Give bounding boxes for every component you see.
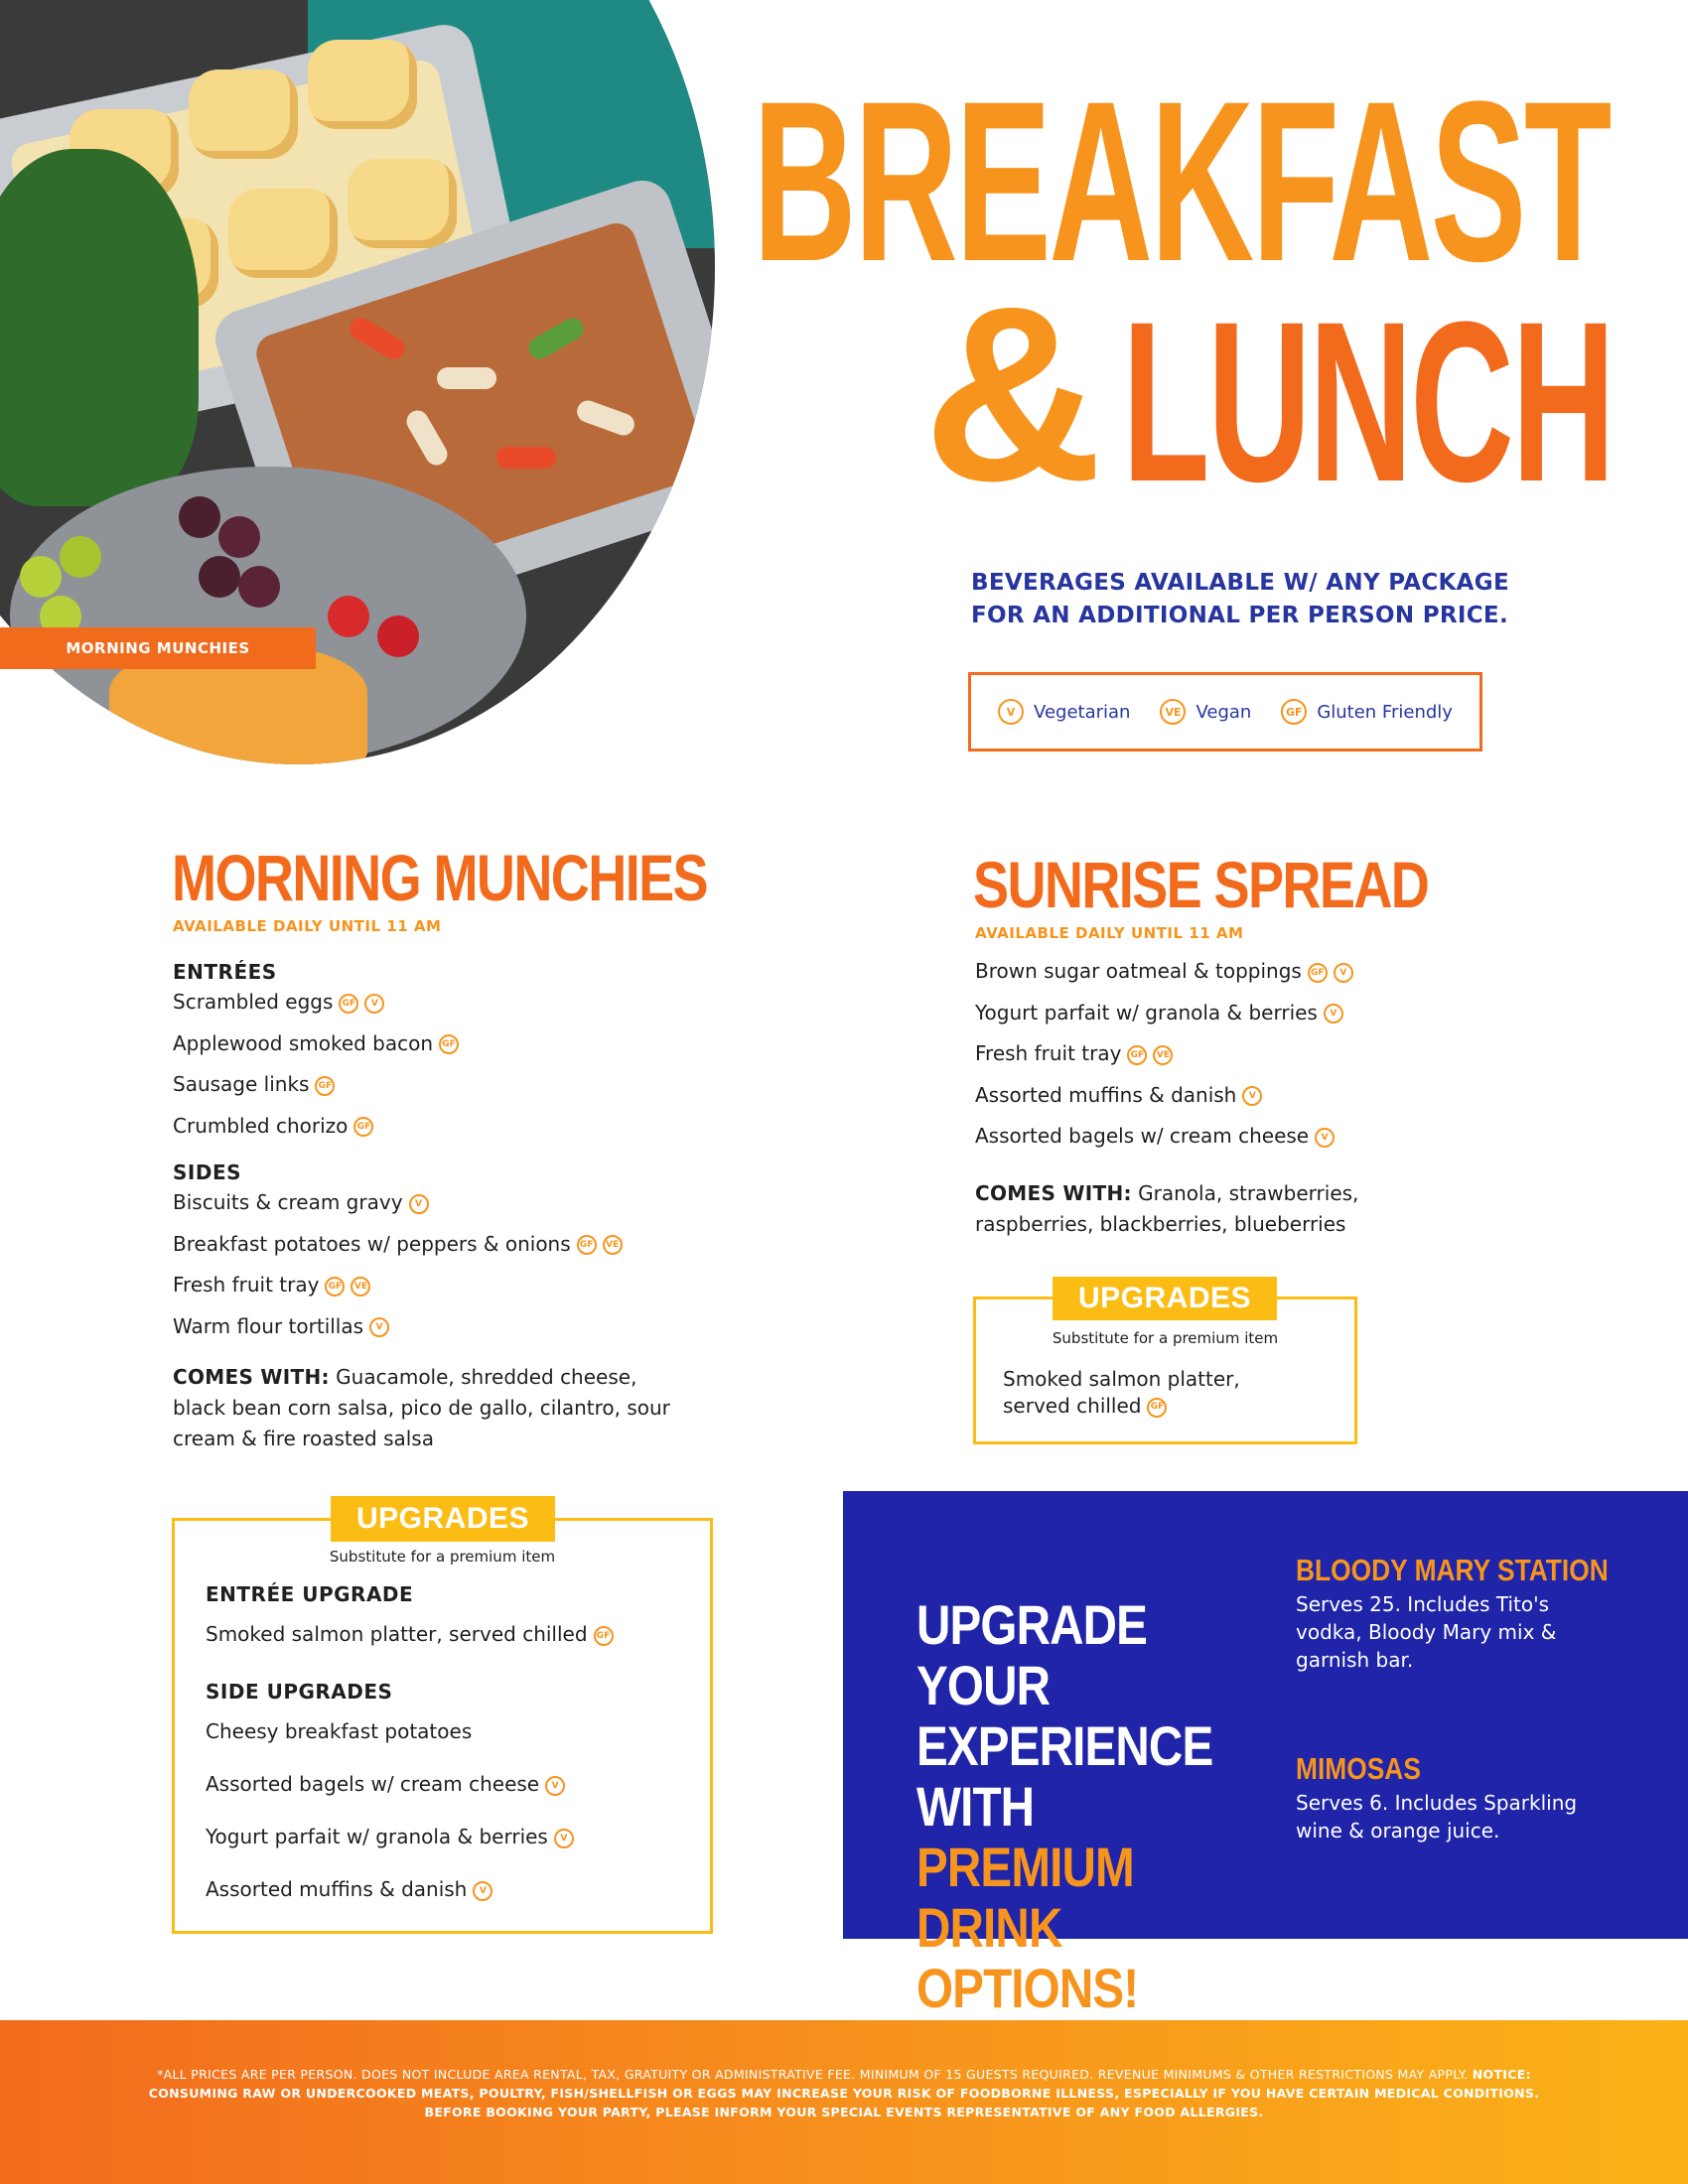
- sides-label: SIDES: [173, 1160, 242, 1184]
- sunrise-upgrade-item: Smoked salmon platter, served chilled GF: [1003, 1367, 1240, 1418]
- gluten-friendly-badge: GF: [1147, 1398, 1167, 1418]
- side-upgrades-label: SIDE UPGRADES: [206, 1680, 393, 1704]
- menu-item: [206, 1877, 574, 1930]
- vegan-badge: VE: [603, 1235, 623, 1255]
- menu-item: [975, 1124, 1353, 1165]
- vegetarian-badge: V: [998, 699, 1024, 725]
- sunrise-upgrades-sub: Substitute for a premium item: [1052, 1329, 1279, 1347]
- vegetarian-badge: V: [1334, 963, 1353, 983]
- gluten-friendly-badge: GF: [1127, 1045, 1147, 1065]
- menu-item-name: Breakfast potatoes w/ peppers & onions: [173, 1231, 571, 1256]
- menu-item: [173, 1114, 459, 1156]
- footer-disclaimer: *ALL PRICES ARE PER PERSON. DOES NOT INCLUDE AREA RENTAL, TAX, GRATUITY OR ADMINISTRATIVE FEE. MINIMUM OF 15 GUESTS REQUIRED. REVENUE MINIMUMS & OTHER RESTRICTIONS MAY APPLY. NOTICE: CONSUMING RAW OR UNDERCOOKED MEATS, POULTRY, FISH/SHELLFISH OR EGGS MAY INCREASE YOUR RISK OF FOODBORNE ILLNESS, ESPECIALLY IF YOU HAVE CERTAIN MEDICAL CONDITIONS. BEFORE BOOKING YOUR PARTY, PLEASE INFORM YOUR SPECIAL EVENTS REPRESENTATIVE OF ANY FOOD ALLERGIES.: [148, 2067, 1540, 2119]
- menu-item-name: Assorted bagels w/ cream cheese: [206, 1772, 540, 1796]
- menu-item-name: Crumbled chorizo: [173, 1113, 349, 1138]
- menu-item-name: Assorted muffins & danish: [206, 1877, 468, 1901]
- menu-item: [206, 1622, 614, 1646]
- menu-item: [173, 1232, 623, 1274]
- menu-item: [975, 1041, 1353, 1083]
- menu-item-name: Sausage links: [173, 1072, 310, 1096]
- sunrise-upgrades-tag: UPGRADES: [1053, 1277, 1277, 1320]
- bloody-mary-title: BLOODY MARY STATION: [1296, 1553, 1609, 1587]
- vegetarian-badge: V: [554, 1829, 574, 1848]
- legend-label: Gluten Friendly: [1317, 701, 1453, 723]
- gluten-friendly-badge: GF: [1281, 699, 1307, 725]
- beverages-note: BEVERAGES AVAILABLE W/ ANY PACKAGE FOR AN ADDITIONAL PER PERSON PRICE.: [971, 570, 1509, 628]
- entrees-label: ENTRÉES: [173, 960, 277, 984]
- menu-item-name: Warm flour tortillas: [173, 1313, 364, 1338]
- sunrise-spread-title: SUNRISE SPREAD: [973, 848, 1429, 921]
- morning-upgrades-sub: Substitute for a premium item: [329, 1548, 556, 1566]
- menu-item: [173, 1031, 459, 1073]
- morning-comes-with: COMES WITH: Guacamole, shredded cheese, black bean corn salsa, pico de gallo, cilantro, sour cream & fire roasted salsa: [173, 1365, 670, 1450]
- side-upgrades-list: [206, 1719, 574, 1930]
- entree-upgrade-list: [206, 1622, 614, 1646]
- gluten-friendly-badge: GF: [353, 1117, 373, 1137]
- entrees-list: [173, 990, 459, 1155]
- gluten-friendly-badge: GF: [339, 994, 358, 1014]
- page-title-breakfast: BREAKFAST: [753, 54, 1610, 309]
- vegetarian-badge: V: [1324, 1004, 1343, 1024]
- mimosas-title: MIMOSAS: [1296, 1751, 1421, 1786]
- menu-item-name: Applewood smoked bacon: [173, 1030, 434, 1055]
- sunrise-comes-with: COMES WITH: Granola, strawberries, raspberries, blackberries, blueberries: [975, 1181, 1359, 1236]
- vegetarian-badge: V: [369, 1317, 389, 1337]
- menu-item: [975, 1083, 1353, 1125]
- menu-item: [206, 1825, 574, 1877]
- menu-item: [173, 1072, 459, 1114]
- menu-item: [206, 1772, 574, 1825]
- menu-item: [975, 959, 1353, 1001]
- menu-item-name: Assorted bagels w/ cream cheese: [975, 1124, 1310, 1148]
- legend-label: Vegetarian: [1034, 701, 1131, 723]
- menu-item: [173, 1314, 623, 1356]
- sides-list: [173, 1190, 623, 1355]
- legend-label: Vegan: [1196, 701, 1252, 723]
- vegan-badge: VE: [1160, 699, 1186, 725]
- gluten-friendly-badge: GF: [325, 1277, 345, 1297]
- gluten-friendly-badge: GF: [594, 1626, 614, 1646]
- vegetarian-badge: V: [473, 1881, 492, 1901]
- menu-item: [173, 990, 459, 1031]
- gluten-friendly-badge: GF: [1308, 963, 1328, 983]
- menu-item-name: Fresh fruit tray: [975, 1041, 1122, 1065]
- morning-upgrades-tag: UPGRADES: [331, 1496, 555, 1542]
- gluten-friendly-badge: GF: [315, 1076, 335, 1096]
- premium-drinks-headline: UPGRADE YOUR EXPERIENCE WITH PREMIUM DRINK OPTIONS!: [916, 1593, 1213, 2019]
- menu-item-name: Yogurt parfait w/ granola & berries: [975, 1000, 1318, 1024]
- menu-item: [173, 1273, 623, 1314]
- menu-item-name: Biscuits & cream gravy: [173, 1190, 403, 1214]
- entree-upgrade-label: ENTRÉE UPGRADE: [206, 1582, 414, 1606]
- gluten-friendly-badge: GF: [439, 1034, 459, 1054]
- legend-item: [998, 699, 1130, 725]
- vegan-badge: VE: [351, 1277, 370, 1297]
- vegetarian-badge: V: [545, 1776, 565, 1796]
- menu-item: [975, 1001, 1353, 1042]
- menu-item: [173, 1190, 623, 1232]
- sunrise-availability: AVAILABLE DAILY UNTIL 11 AM: [975, 924, 1244, 942]
- menu-item-name: Yogurt parfait w/ granola & berries: [206, 1825, 548, 1848]
- menu-item: [206, 1719, 574, 1772]
- menu-item-name: Smoked salmon platter, served chilled: [206, 1622, 588, 1646]
- dietary-legend: [968, 672, 1482, 751]
- menu-item-name: Assorted muffins & danish: [975, 1082, 1237, 1107]
- menu-item-name: Cheesy breakfast potatoes: [206, 1719, 473, 1743]
- morning-availability: AVAILABLE DAILY UNTIL 11 AM: [173, 917, 442, 935]
- menu-item-name: Fresh fruit tray: [173, 1273, 320, 1297]
- hero-tag: MORNING MUNCHIES: [0, 627, 316, 669]
- vegan-badge: VE: [1153, 1045, 1173, 1065]
- vegetarian-badge: V: [364, 994, 384, 1014]
- sunrise-items-list: [975, 959, 1353, 1165]
- vegetarian-badge: V: [409, 1194, 429, 1214]
- page-title-ampersand: &: [923, 255, 1099, 532]
- vegetarian-badge: V: [1242, 1086, 1262, 1106]
- menu-item-name: Brown sugar oatmeal & toppings: [975, 959, 1302, 983]
- page-title-lunch: LUNCH: [1122, 274, 1614, 529]
- gluten-friendly-badge: GF: [577, 1235, 597, 1255]
- bloody-mary-desc: Serves 25. Includes Tito's vodka, Bloody Mary mix & garnish bar.: [1296, 1592, 1557, 1672]
- vegetarian-badge: V: [1315, 1128, 1335, 1148]
- morning-munchies-title: MORNING MUNCHIES: [172, 841, 708, 914]
- legend-item: [1160, 699, 1251, 725]
- mimosas-desc: Serves 6. Includes Sparkling wine & orange juice.: [1296, 1791, 1578, 1843]
- menu-item-name: Scrambled eggs: [173, 990, 334, 1014]
- legend-item: [1281, 699, 1453, 725]
